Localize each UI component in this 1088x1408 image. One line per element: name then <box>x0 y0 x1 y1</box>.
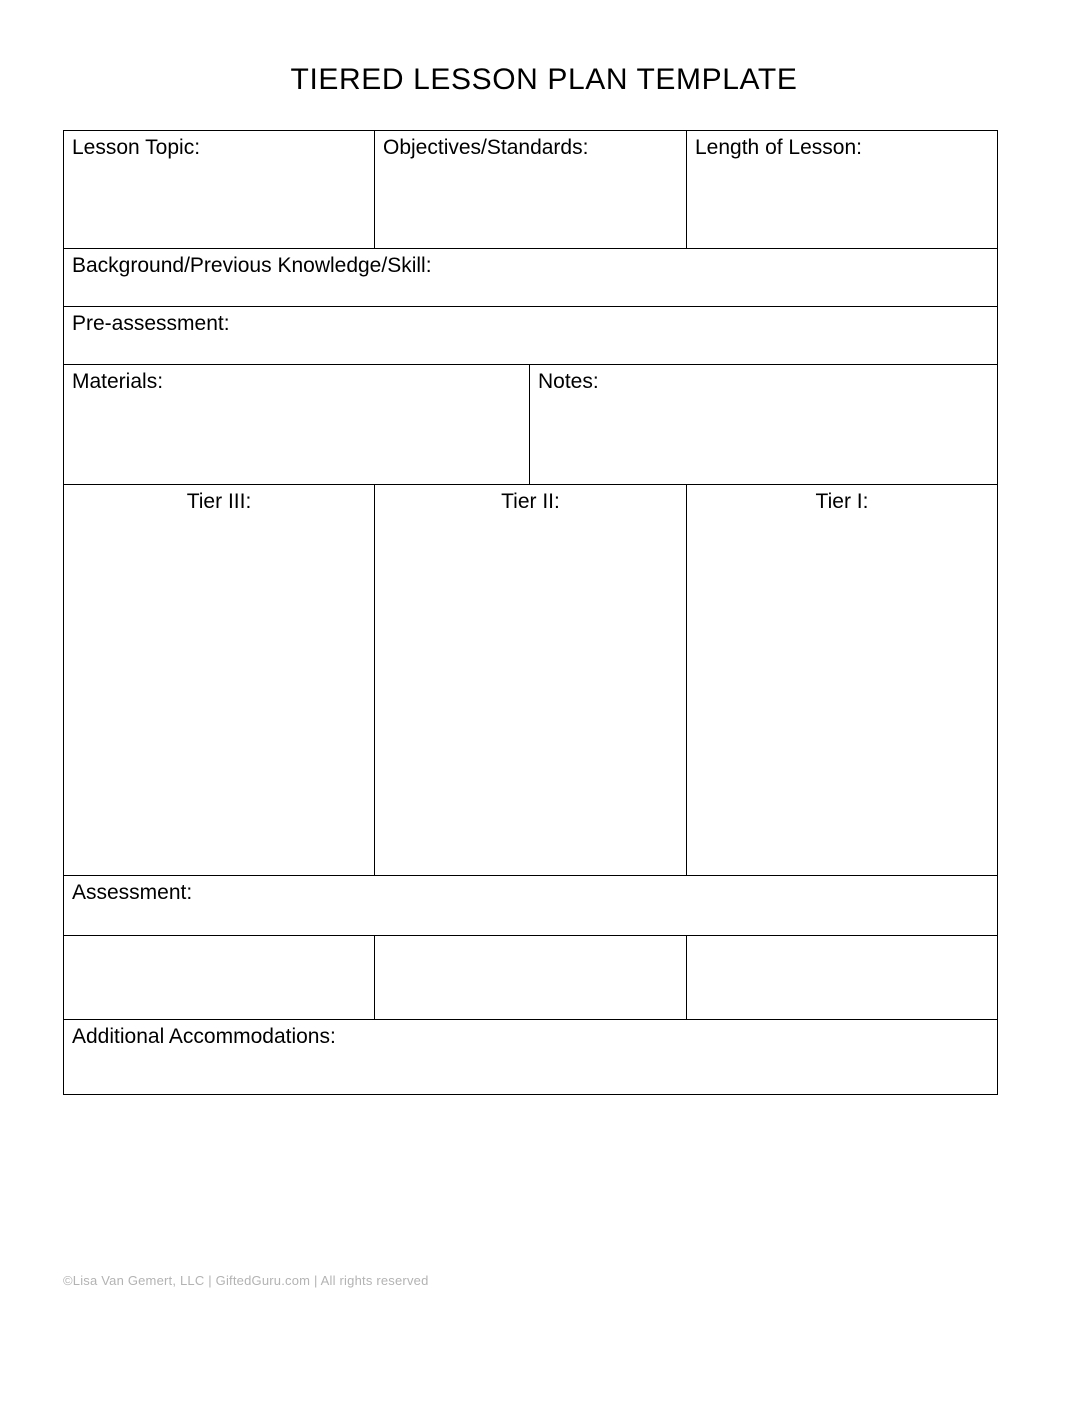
table-row-accommodations <box>64 1020 998 1095</box>
cell-assessment-tier-3[interactable] <box>64 936 375 1020</box>
cell-assessment-tier-1[interactable] <box>687 936 998 1020</box>
label-tier-1: Tier I: <box>815 490 869 513</box>
label-materials: Materials: <box>72 370 164 393</box>
cell-additional-accommodations[interactable] <box>64 1020 998 1095</box>
cell-materials[interactable] <box>64 365 530 485</box>
cell-tier-1[interactable] <box>687 485 998 876</box>
table-row-tiers <box>64 485 998 876</box>
footer-copyright: ©Lisa Van Gemert, LLC | GiftedGuru.com | All rights reserved <box>63 1273 429 1288</box>
label-lesson-topic: Lesson Topic: <box>72 136 201 159</box>
cell-assessment[interactable] <box>64 876 998 936</box>
cell-tier-2[interactable] <box>375 485 687 876</box>
label-assessment: Assessment: <box>72 881 193 904</box>
label-tier-3: Tier III: <box>186 490 252 513</box>
label-preassessment: Pre-assessment: <box>72 312 230 335</box>
label-length-of-lesson: Length of Lesson: <box>695 136 862 159</box>
label-objectives-standards: Objectives/Standards: <box>383 136 589 159</box>
table-row-assessment-detail <box>64 936 998 1020</box>
label-additional-accommodations: Additional Accommodations: <box>72 1025 336 1048</box>
table-row-materials-notes <box>64 365 998 485</box>
cell-assessment-tier-2[interactable] <box>375 936 687 1020</box>
table-row-assessment <box>64 876 998 936</box>
cell-background-knowledge[interactable] <box>64 249 998 307</box>
cell-length-of-lesson[interactable] <box>687 131 998 249</box>
label-notes: Notes: <box>538 370 599 393</box>
cell-objectives-standards[interactable] <box>375 131 687 249</box>
label-tier-2: Tier II: <box>501 490 560 513</box>
cell-preassessment[interactable] <box>64 307 998 365</box>
page-title: TIERED LESSON PLAN TEMPLATE <box>290 63 798 96</box>
table-row-preassessment <box>64 307 998 365</box>
cell-lesson-topic[interactable] <box>64 131 375 249</box>
tiered-lesson-plan-table <box>63 130 998 1095</box>
label-background-knowledge: Background/Previous Knowledge/Skill: <box>72 254 432 277</box>
cell-tier-3[interactable] <box>64 485 375 876</box>
table-row-header <box>64 131 998 249</box>
table-row-background <box>64 249 998 307</box>
cell-notes[interactable] <box>530 365 998 485</box>
